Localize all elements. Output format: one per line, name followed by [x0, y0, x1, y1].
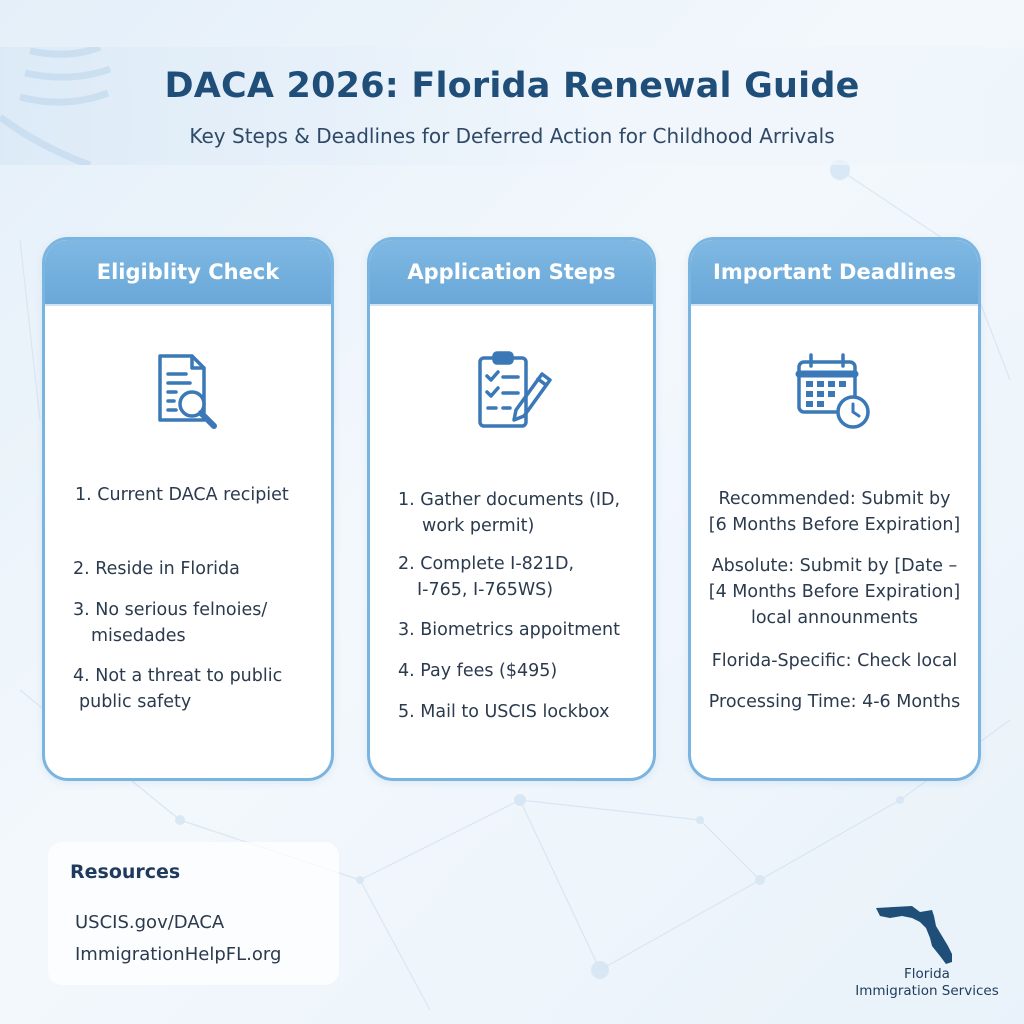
uscis-link[interactable]: USCIS.gov/DACA [75, 912, 225, 933]
clipboard-pencil-icon [470, 350, 554, 434]
application-step-2: 2. Complete I-821D, I-765, I-765WS) [398, 554, 575, 600]
eligibility-item-1: 1. Current DACA recipiet [75, 485, 289, 505]
card-title: Important Deadlines [691, 240, 978, 306]
deadline-florida-specific: Florida-Specific: Check local [711, 651, 958, 671]
deadline-absolute: Absolute: Submit by [Date – [4 Months Before Expiration] local announments [708, 556, 961, 628]
eligibility-item-4: 4. Not a threat to public public safety [73, 666, 283, 712]
florida-map-icon [872, 902, 962, 966]
application-steps-card [367, 237, 656, 781]
document-magnifier-icon [148, 350, 228, 434]
calendar-clock-icon [793, 350, 877, 434]
deadlines-card [688, 237, 981, 781]
resources-panel [48, 842, 339, 985]
application-step-5: 5. Mail to USCIS lockbox [398, 702, 610, 722]
page-subtitle: Key Steps & Deadlines for Deferred Action for Childhood Arrivals [189, 124, 835, 148]
card-title: Eligiblity Check [45, 240, 331, 306]
logo-text: Florida Immigration Services [855, 966, 999, 999]
immigration-help-link[interactable]: ImmigrationHelpFL.org [75, 944, 282, 965]
page-title: DACA 2026: Florida Renewal Guide [164, 66, 860, 106]
deadline-recommended: Recommended: Submit by [6 Months Before Expiration] [708, 489, 961, 535]
application-step-3: 3. Biometrics appoitment [398, 620, 621, 640]
deadline-processing-time: Processing Time: 4-6 Months [708, 692, 961, 712]
application-step-1: 1. Gather documents (ID, work permit) [398, 490, 621, 536]
application-step-4: 4. Pay fees ($495) [398, 661, 558, 681]
eligibility-card [42, 237, 334, 781]
resources-title: Resources [70, 861, 181, 883]
eligibility-item-3: 3. No serious felnoies/ misedades [73, 600, 268, 646]
card-title: Application Steps [370, 240, 653, 306]
eligibility-item-2: 2. Reside in Florida [73, 559, 240, 579]
